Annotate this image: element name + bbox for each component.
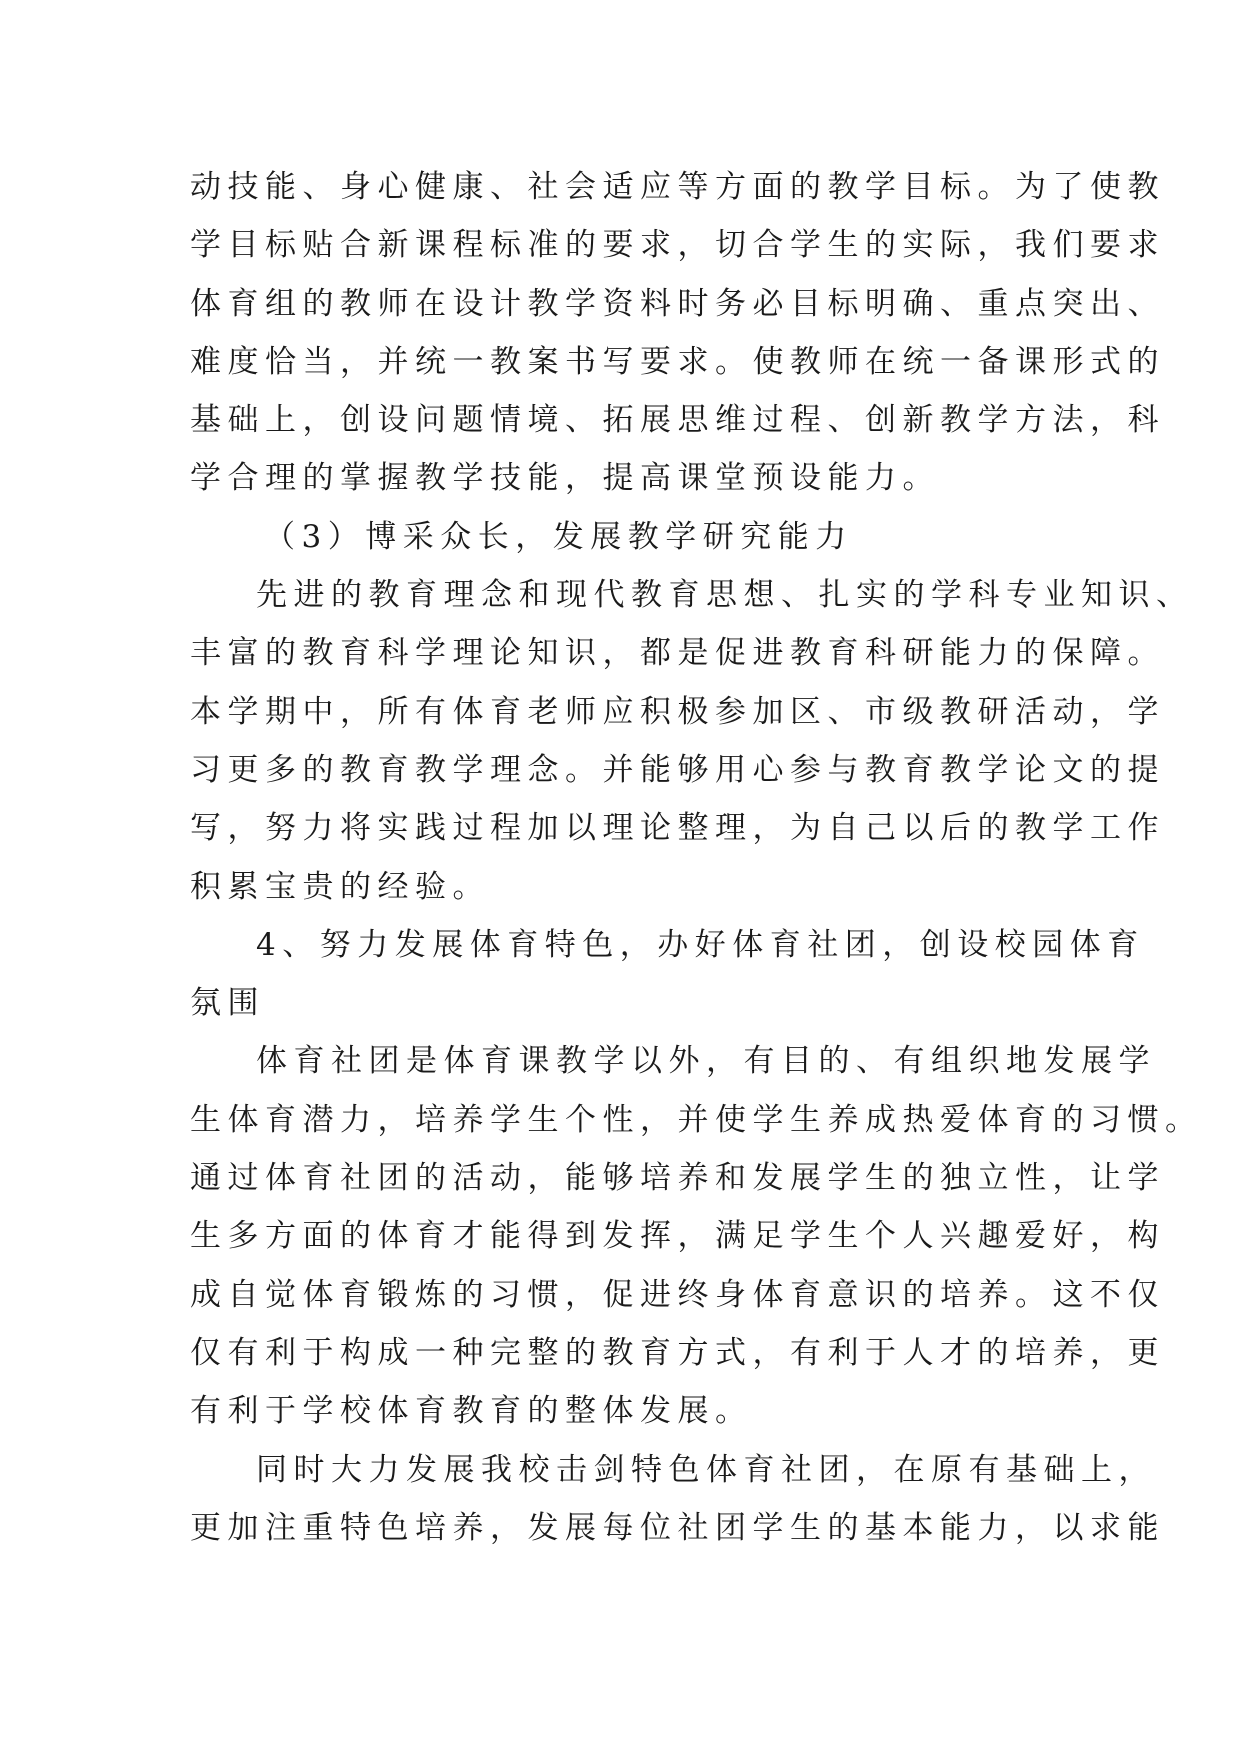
body-line: 难度恰当，并统一教案书写要求。使教师在统一备课形式的 xyxy=(190,343,1165,380)
paragraph-first-line: 同时大力发展我校击剑特色体育社团，在原有基础上， xyxy=(256,1451,1156,1488)
body-line: 基础上，创设问题情境、拓展思维过程、创新教学方法，科 xyxy=(190,402,1165,439)
body-line: 动技能、身心健康、社会适应等方面的教学目标。为了使教 xyxy=(190,169,1165,205)
section-heading: （3）博采众长，发展教学研究能力 xyxy=(264,518,853,555)
body-line: 习更多的教育教学理念。并能够用心参与教育教学论文的提 xyxy=(190,751,1165,788)
body-line: 写，努力将实践过程加以理论整理，为自己以后的教学工作 xyxy=(190,810,1165,847)
body-line: 有利于学校体育教育的整体发展。 xyxy=(190,1393,753,1430)
body-line: 生体育潜力，培养学生个性，并使学生养成热爱体育的习惯。 xyxy=(190,1101,1203,1138)
body-line: 生多方面的体育才能得到发挥，满足学生个人兴趣爱好，构 xyxy=(190,1218,1165,1255)
body-line: 仅有利于构成一种完整的教育方式，有利于人才的培养，更 xyxy=(190,1334,1165,1371)
body-line: 积累宝贵的经验。 xyxy=(190,868,490,905)
body-line: 成自觉体育锻炼的习惯，促进终身体育意识的培养。这不仅 xyxy=(190,1276,1165,1313)
document-body xyxy=(190,158,1203,1557)
body-line: 学合理的掌握教学技能，提高课堂预设能力。 xyxy=(190,460,940,497)
body-line: 更加注重特色培养，发展每位社团学生的基本能力，以求能 xyxy=(190,1509,1165,1546)
section-heading-continuation: 氛围 xyxy=(190,985,265,1022)
section-heading: 4、努力发展体育特色，办好体育社团，创设校园体育 xyxy=(256,926,1145,963)
body-line: 通过体育社团的活动，能够培养和发展学生的独立性，让学 xyxy=(190,1160,1165,1197)
body-line: 丰富的教育科学理论知识，都是促进教育科研能力的保障。 xyxy=(190,635,1165,672)
body-line: 体育组的教师在设计教学资料时务必目标明确、重点突出、 xyxy=(190,285,1165,322)
paragraph-first-line: 体育社团是体育课教学以外，有目的、有组织地发展学 xyxy=(256,1043,1156,1080)
body-line: 本学期中，所有体育老师应积极参加区、市级教研活动，学 xyxy=(190,693,1165,730)
paragraph-first-line: 先进的教育理念和现代教育思想、扎实的学科专业知识、 xyxy=(256,577,1194,614)
body-line: 学目标贴合新课程标准的要求，切合学生的实际，我们要求 xyxy=(190,227,1165,264)
